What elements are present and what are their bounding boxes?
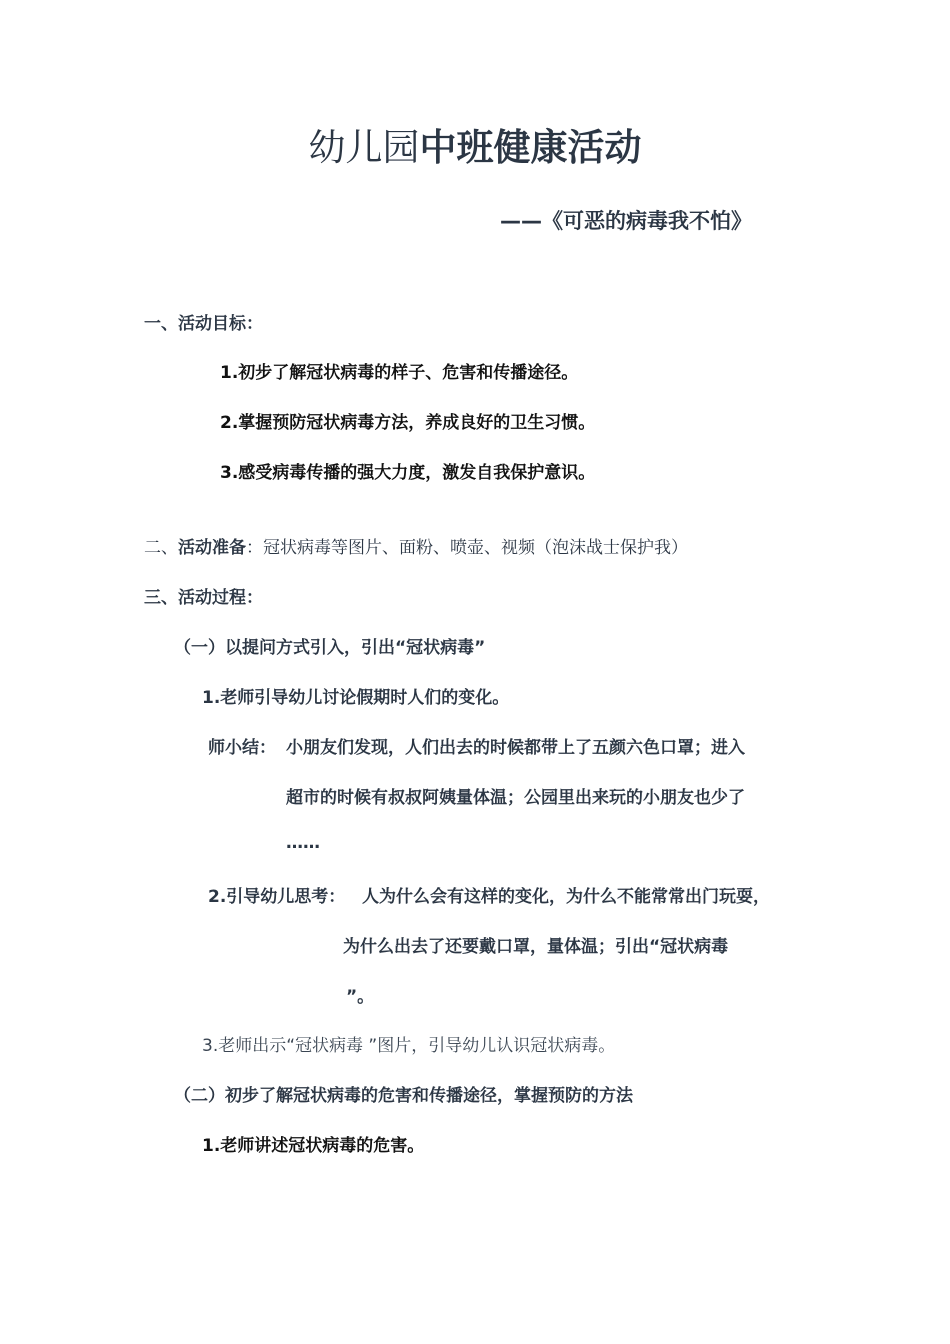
section3-heading: 三、活动过程： [144, 588, 263, 608]
step2-line-1: 人为什么会有这样的变化，为什么不能常常出门玩耍， [362, 887, 770, 907]
section2-line [144, 533, 688, 558]
section2-label: 活动准备 [178, 538, 246, 558]
summary-line-3: …… [286, 833, 320, 853]
page-subtitle: ——《可恶的病毒我不怕》 [500, 209, 752, 233]
part1-heading: （一）以提问方式引入，引出“冠状病毒” [174, 638, 486, 658]
goal-item-1: 1.初步了解冠状病毒的样子、危害和传播途径。 [220, 363, 579, 383]
step2-label: 2.引导幼儿思考： [208, 887, 346, 907]
step2-line-2: 为什么出去了还要戴口罩，量体温；引出“冠状病毒 [343, 937, 729, 957]
goal-item-3: 3.感受病毒传播的强大力度，激发自我保护意识。 [220, 463, 596, 483]
part2-step1: 1.老师讲述冠状病毒的危害。 [202, 1136, 425, 1156]
section2-prefix: 二、 [144, 538, 178, 558]
summary-line-1: 小朋友们发现，人们出去的时候都带上了五颜六色口罩；进入 [286, 738, 745, 758]
goal-item-2: 2.掌握预防冠状病毒方法，养成良好的卫生习惯。 [220, 413, 596, 433]
step2-line-3: ”。 [346, 987, 375, 1007]
section2-content: ：冠状病毒等图片、面粉、喷壶、视频（泡沫战士保护我） [246, 538, 688, 558]
part1-step3: 3.老师出示“冠状病毒 ”图片，引导幼儿认识冠状病毒。 [202, 1036, 616, 1056]
part1-step1: 1.老师引导幼儿讨论假期时人们的变化。 [202, 688, 510, 708]
summary-label: 师小结： [208, 738, 276, 758]
title-part2: 中班健康活动 [419, 126, 642, 169]
part2-heading: （二）初步了解冠状病毒的危害和传播途径，掌握预防的方法 [174, 1086, 633, 1106]
section1-heading: 一、活动目标： [144, 314, 263, 334]
page-title [0, 124, 950, 172]
title-part1: 幼儿园 [308, 126, 420, 169]
summary-line-2: 超市的时候有叔叔阿姨量体温；公园里出来玩的小朋友也少了 [286, 788, 745, 808]
